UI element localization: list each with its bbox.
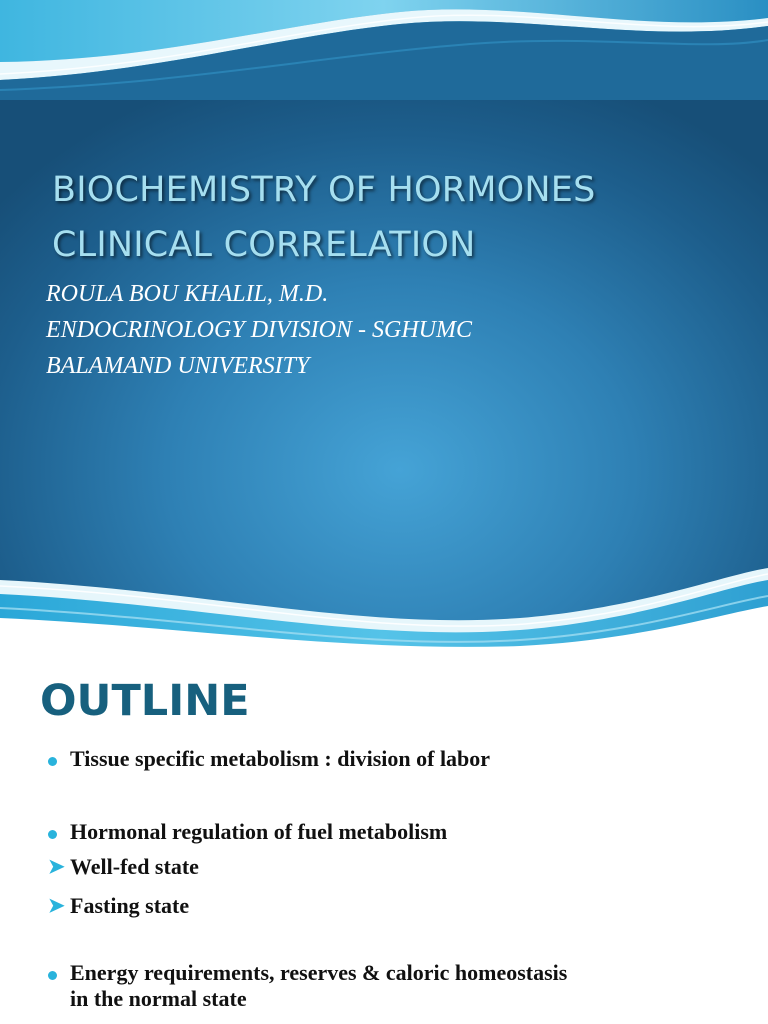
outline-bullet-3-text-line-1: Energy requirements, reserves & caloric homeostasis xyxy=(70,960,568,985)
slide-title-line-2: CLINICAL CORRELATION xyxy=(52,225,476,265)
slide-title-line-1: BIOCHEMISTRY OF HORMONES xyxy=(52,170,596,210)
dot-bullet-icon xyxy=(48,960,57,986)
slide-subtitle xyxy=(46,276,472,384)
outline-subbullet-2-text: Fasting state xyxy=(70,893,190,918)
slide-title xyxy=(52,163,752,273)
arrow-bullet-icon: ➤ xyxy=(48,856,65,878)
dot-bullet-icon xyxy=(48,819,57,845)
author-university: BALAMAND UNIVERSITY xyxy=(46,353,310,379)
author-division: ENDOCRINOLOGY DIVISION - SGHUMC xyxy=(46,317,472,343)
outline-subbullet-1 xyxy=(48,854,199,880)
bottom-wave-decoration xyxy=(0,560,768,662)
outline-subbullet-1-text: Well-fed state xyxy=(70,854,199,879)
outline-bullet-1-text: Tissue specific metabolism : division of labor xyxy=(70,746,491,771)
outline-title: OUTLINE xyxy=(40,676,250,726)
outline-bullet-3-text-line-2: in the normal state xyxy=(70,986,247,1011)
outline-bullet-2-text: Hormonal regulation of fuel metabolism xyxy=(70,819,448,844)
outline-bullet-1 xyxy=(48,746,490,772)
top-wave-decoration xyxy=(0,0,768,100)
author-name: ROULA BOU KHALIL, M.D. xyxy=(46,281,329,307)
outline-subbullet-2 xyxy=(48,893,189,919)
dot-bullet-icon xyxy=(48,746,57,772)
arrow-bullet-icon: ➤ xyxy=(48,895,65,917)
outline-bullet-2 xyxy=(48,819,447,845)
outline-slide xyxy=(0,662,768,1024)
outline-bullet-3 xyxy=(48,960,567,1012)
